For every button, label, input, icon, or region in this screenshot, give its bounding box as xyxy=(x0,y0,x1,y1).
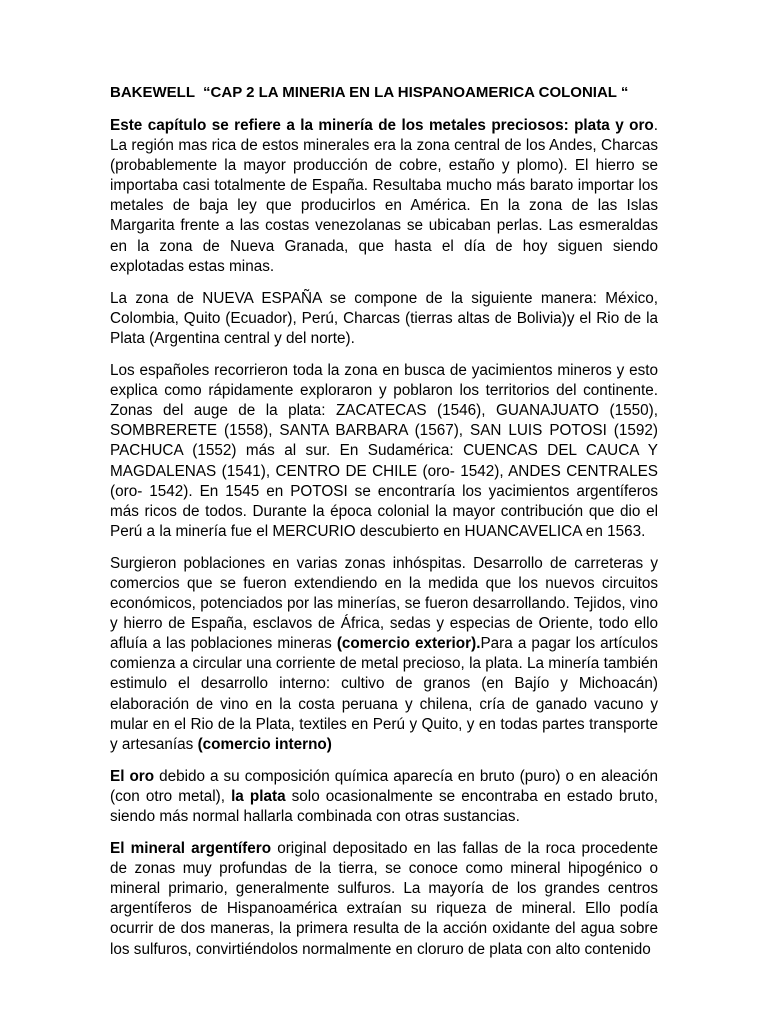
paragraph-4-bold-1: (comercio exterior). xyxy=(336,635,481,653)
paragraph-5 xyxy=(110,767,658,827)
paragraph-4-text-1: Surgieron poblaciones en varias zonas inhóspitas. Desarrollo de carreteras y comercios que se fueron extendiendo en la medida que los nuevos circuitos económicos, potenciados por las minerías, se fueron desarrollando. Tejidos, vino y hierro de España, esclavos de África, sedas y especias de Oriente, todo ello afluía a las poblaciones mineras xyxy=(110,554,658,653)
paragraph-2-text-1: La zona de NUEVA ESPAÑA se compone de la siguiente manera: México, Colombia, Quito (Ecuador), Perú, Charcas (tierras altas de Bolivia)y el Rio de la Plata (Argentina central y del norte). xyxy=(110,289,658,347)
paragraph-5-text-2: solo ocasionalmente se encontraba en estado bruto, siendo más normal hallarla combinada con otras sustancias. xyxy=(110,787,658,825)
paragraph-6 xyxy=(110,839,658,960)
paragraph-3-text-1: Los españoles recorrieron toda la zona en busca de yacimientos mineros y esto explica como rápidamente exploraron y poblaron los territorios del continente. Zonas del auge de la plata: ZACATECAS (1546), GUANAJUATO (1550), SOMBRERETE (1558), SANTA BARBARA (1567), SAN LUIS POTOSI (1592) PACHUCA (1552) más al sur. En Sudamérica: CUENCAS DEL CAUCA Y MAGDALENAS (1541), CENTRO DE CHILE (oro- 1542), ANDES CENTRALES (oro- 1542). En 1545 en POTOSI se encontraría los yacimientos argentíferos más ricos de todos. Durante la época colonial la mayor contribución que dio el Perú a la minería fue el MERCURIO descubierto en HUANCAVELICA en 1563. xyxy=(110,362,658,540)
paragraph-1 xyxy=(110,116,658,277)
document-title: BAKEWELL “CAP 2 LA MINERIA EN LA HISPANOAMERICA COLONIAL “ xyxy=(110,84,629,101)
paragraph-5-bold-1: El oro xyxy=(110,767,155,785)
paragraph-4-text-2: Para a pagar los artículos comienza a circular una corriente de metal precioso, la plata. La minería también estimulo el desarrollo interno: cultivo de granos (en Bajío y Michoacán) elaboración de vino en la costa peruana y chilena, cría de ganado vacuno y mular en el Rio de la Plata, textiles en Perú y Quito, y en todas partes transporte y artesanías xyxy=(110,635,658,753)
paragraph-1-bold-1: Este capítulo se refiere a la minería de los metales preciosos: plata y oro xyxy=(110,117,654,134)
paragraph-3 xyxy=(110,361,658,542)
paragraph-1-text-1: . La región mas rica de estos minerales era la zona central de los Andes, Charcas (probablemente la mayor producción de cobre, estaño y plomo). El hierro se importaba casi totalmente de España. Resultaba mucho más barato importar los metales de baja ley que producirlos en América. En la zona de las Islas Margarita frente a las costas venezolanas se ubicaban perlas. Las esmeraldas en la zona de Nueva Granada, que hasta el día de hoy siguen siendo explotadas estas minas. xyxy=(110,117,658,275)
paragraph-5-bold-2: la plata xyxy=(231,787,286,805)
paragraph-4-bold-2: (comercio interno) xyxy=(197,735,332,753)
paragraph-2 xyxy=(110,289,658,349)
paragraph-6-text-1: original depositado en las fallas de la roca procedente de zonas muy profundas de la tierra, se conoce como mineral hipogénico o mineral primario, generalmente sulfuros. La mayoría de los grandes centros argentíferos de Hispanoamérica extraían su riqueza de mineral. Ello podía ocurrir de dos maneras, la primera resulta de la acción oxidante del agua sobre los sulfuros, convirtiéndolos normalmente en cloruro de plata con alto contenido xyxy=(110,840,659,958)
paragraph-4 xyxy=(110,554,658,755)
paragraph-6-bold-1: El mineral argentífero xyxy=(110,840,272,858)
paragraph-5-text-1: debido a su composición química aparecía en bruto (puro) o en aleación (con otro metal), xyxy=(110,767,658,805)
